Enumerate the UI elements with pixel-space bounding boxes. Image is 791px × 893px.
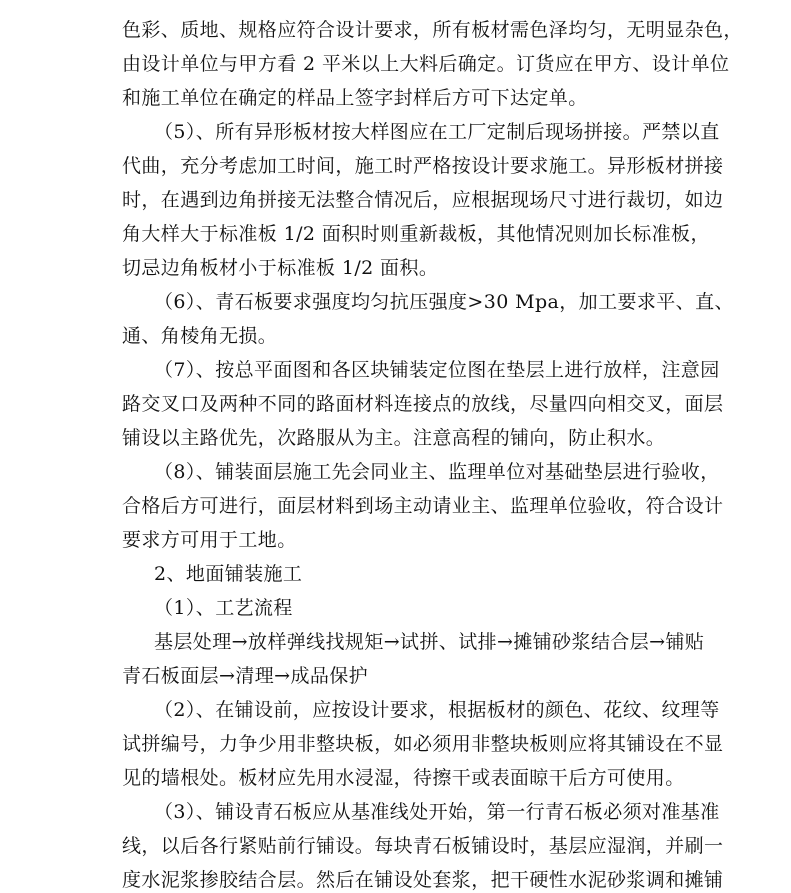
text-line: 和施工单位在确定的样品上签字封样后方可下达定单。 [122,87,588,109]
text-line: 由设计单位与甲方看 2 平米以上大料后确定。订货应在甲方、设计单位 [122,53,730,75]
text-line: 要求方可用于工地。 [122,529,297,551]
text-line: 路交叉口及两种不同的路面材料连接点的放线，尽量四向相交叉，面层 [122,393,724,415]
text-line: （3）、铺设青石板应从基准线处开始，第一行青石板必须对准基准 [154,801,720,823]
text-line: （7）、按总平面图和各区块铺装定位图在垫层上进行放样，注意园 [154,359,720,381]
text-line: 基层处理→放样弹线找规矩→试拼、试排→摊铺砂浆结合层→铺贴 [154,631,705,653]
text-line: 切忌边角板材小于标准板 1/2 面积。 [122,257,439,279]
text-line: 角大样大于标准板 1/2 面积时则重新裁板，其他情况则加长标准板， [122,223,710,245]
text-line: （5）、所有异形板材按大样图应在工厂定制后现场拼接。严禁以直 [154,121,720,143]
section-heading: 2、地面铺装施工 [154,563,303,585]
text-line: 铺设以主路优先，次路服从为主。注意高程的铺向，防止积水。 [122,427,666,449]
text-line: 色彩、质地、规格应符合设计要求，所有板材需色泽均匀，无明显杂色， [122,19,743,41]
text-line: （6）、青石板要求强度均匀抗压强度>30 Mpa，加工要求平、直、 [154,291,734,313]
text-line: 合格后方可进行，面层材料到场主动请业主、监理单位验收，符合设计 [122,495,724,517]
text-line: 青石板面层→清理→成品保护 [122,665,369,687]
text-line: 代曲，充分考虑加工时间，施工时严格按设计要求施工。异形板材拼接 [122,155,724,177]
text-line: 线，以后各行紧贴前行铺设。每块青石板铺设时，基层应湿润，并刷一 [122,835,724,857]
text-line: 通、角棱角无损。 [122,325,278,347]
text-line: 见的墙根处。板材应先用水浸湿，待擦干或表面晾干后方可使用。 [122,767,685,789]
text-line: 度水泥浆掺胶结合层。然后在铺设处套浆，把干硬性水泥砂浆调和摊铺 [122,869,724,891]
subsection-heading: （1）、工艺流程 [154,597,293,619]
text-line: 试拼编号，力争少用非整块板，如必须用非整块板则应将其铺设在不显 [122,733,724,755]
text-line: （2）、在铺设前，应按设计要求，根据板材的颜色、花纹、纹理等 [154,699,720,721]
text-line: 时，在遇到边角拼接无法整合情况后，应根据现场尺寸进行裁切，如边 [122,189,724,211]
text-line: （8）、铺装面层施工先会同业主、监理单位对基础垫层进行验收， [154,461,720,483]
